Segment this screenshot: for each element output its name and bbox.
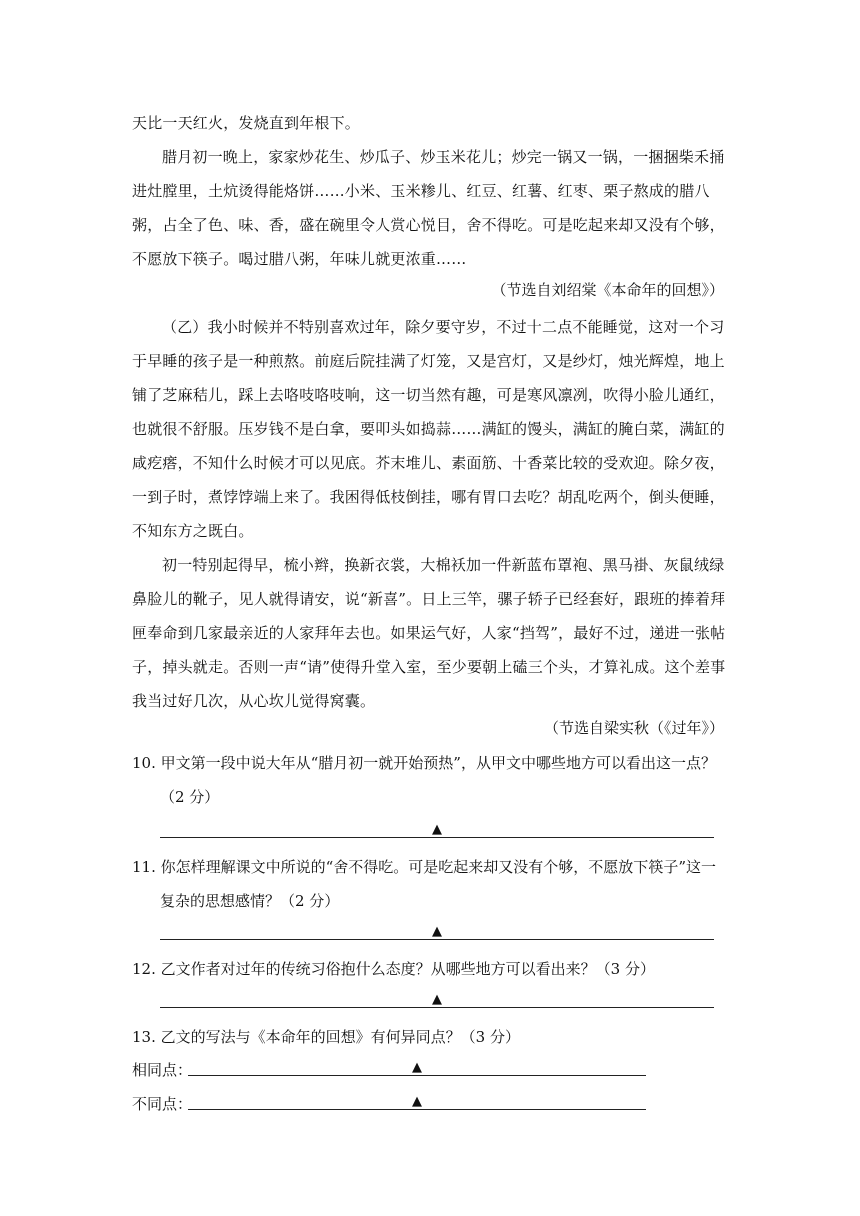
question-10-text: 甲文第一段中说大年从“腊月初一就开始预热”，从甲文中哪些地方可以看出这一点？: [160, 754, 716, 772]
passage-b-paragraph-1: （乙）我小时候并不特别喜欢过年，除夕要守岁，不过十二点不能睡觉，这对一个习于早睡的孩子是一种煎熬。前庭后院挂满了灯笼，又是宫灯，又是纱灯，烛光辉煌，地上铺了芝麻秸儿，踩上去咯吱咯吱响，这一切当然有趣，可是寒风凛冽，吹得小脸儿通红，也就很不舒服。压岁钱不是白拿，要叩头如捣蒜……满缸的馒头，满缸的腌白菜，满缸的咸疙瘩，不知什么时候才可以见底。芥末堆儿、素面筋、十香菜比较的受欢迎。除夕夜，一到子时，煮饽饽端上来了。我困得低枝倒挂，哪有胃口去吃？胡乱吃两个，倒头便睡，不知东方之既白。: [132, 318, 725, 540]
question-11: [132, 850, 732, 918]
passage-a-paragraph-1-tail: 天比一天红火，发烧直到年根下。: [132, 114, 361, 132]
answer-marker-icon: ▲: [432, 924, 442, 939]
question-11-continuation: 复杂的思想感情？（2 分）: [160, 892, 340, 910]
question-11-text: 你怎样理解课文中所说的“舍不得吃。可是吃起来却又没有个够，不愿放下筷子”这一: [160, 858, 716, 876]
question-11-number: 11.: [132, 858, 156, 876]
question-13-text: 乙文的写法与《本命年的回想》有何异同点？（3 分）: [160, 1028, 520, 1046]
passage-a-source: （节选自刘绍棠《本命年的回想》）: [491, 281, 724, 299]
same-points-answer-line[interactable]: [188, 1056, 646, 1076]
question-12-text: 乙文作者对过年的传统习俗抱什么态度？从哪些地方可以看出来？（3 分）: [160, 960, 655, 978]
question-12: [132, 952, 732, 986]
question-10-points: （2 分）: [160, 788, 220, 806]
answer-rule: [160, 939, 714, 940]
different-points-answer-line[interactable]: [188, 1090, 646, 1110]
different-points-label: 不同点：: [132, 1095, 193, 1113]
question-12-answer-line[interactable]: [160, 988, 714, 1008]
answer-marker-icon: ▲: [412, 1060, 422, 1075]
answer-rule: [188, 1109, 646, 1110]
passage-b-paragraph-2: 初一特别起得早，梳小辫，换新衣裳，大棉袄加一件新蓝布罩袍、黑马褂、灰鼠绒绿鼻脸儿的靴子，见人就得请安，说“新喜”。日上三竿，骡子轿子已经套好，跟班的捧着拜匣奉命到几家最亲近的人家拜年去也。如果运气好，人家“挡驾”，最好不过，递进一张帖子，掉头就走。否则一声“请”使得升堂入室，至少要朝上磕三个头，才算礼成。这个差事我当过好几次，从心坎儿觉得窝囊。: [132, 556, 726, 710]
question-12-number: 12.: [132, 960, 156, 978]
answer-rule: [160, 837, 714, 838]
same-points-label: 相同点：: [132, 1061, 193, 1079]
passage-a-paragraph-2: 腊月初一晚上，家家炒花生、炒瓜子、炒玉米花儿；炒完一锅又一锅，一捆捆柴禾捅进灶膛里，土炕烫得能烙饼……小米、玉米糁儿、红豆、红薯、红枣、栗子熬成的腊八粥，占全了色、味、香，盛在碗里令人赏心悦目，舍不得吃。可是吃起来却又没有个够，不愿放下筷子。喝过腊八粥，年味儿就更浓重……: [132, 148, 725, 268]
question-10-answer-line[interactable]: [160, 818, 714, 838]
question-10-number: 10.: [132, 754, 156, 772]
question-13: [132, 1020, 732, 1054]
answer-rule: [160, 1007, 714, 1008]
answer-marker-icon: ▲: [412, 1094, 422, 1109]
answer-rule: [188, 1075, 646, 1076]
answer-marker-icon: ▲: [432, 822, 442, 837]
answer-marker-icon: ▲: [432, 992, 442, 1007]
question-13-number: 13.: [132, 1028, 156, 1046]
question-11-answer-line[interactable]: [160, 920, 714, 940]
question-10: [132, 746, 732, 814]
passage-b-source: （节选自梁实秋（《过年》）: [543, 719, 724, 737]
